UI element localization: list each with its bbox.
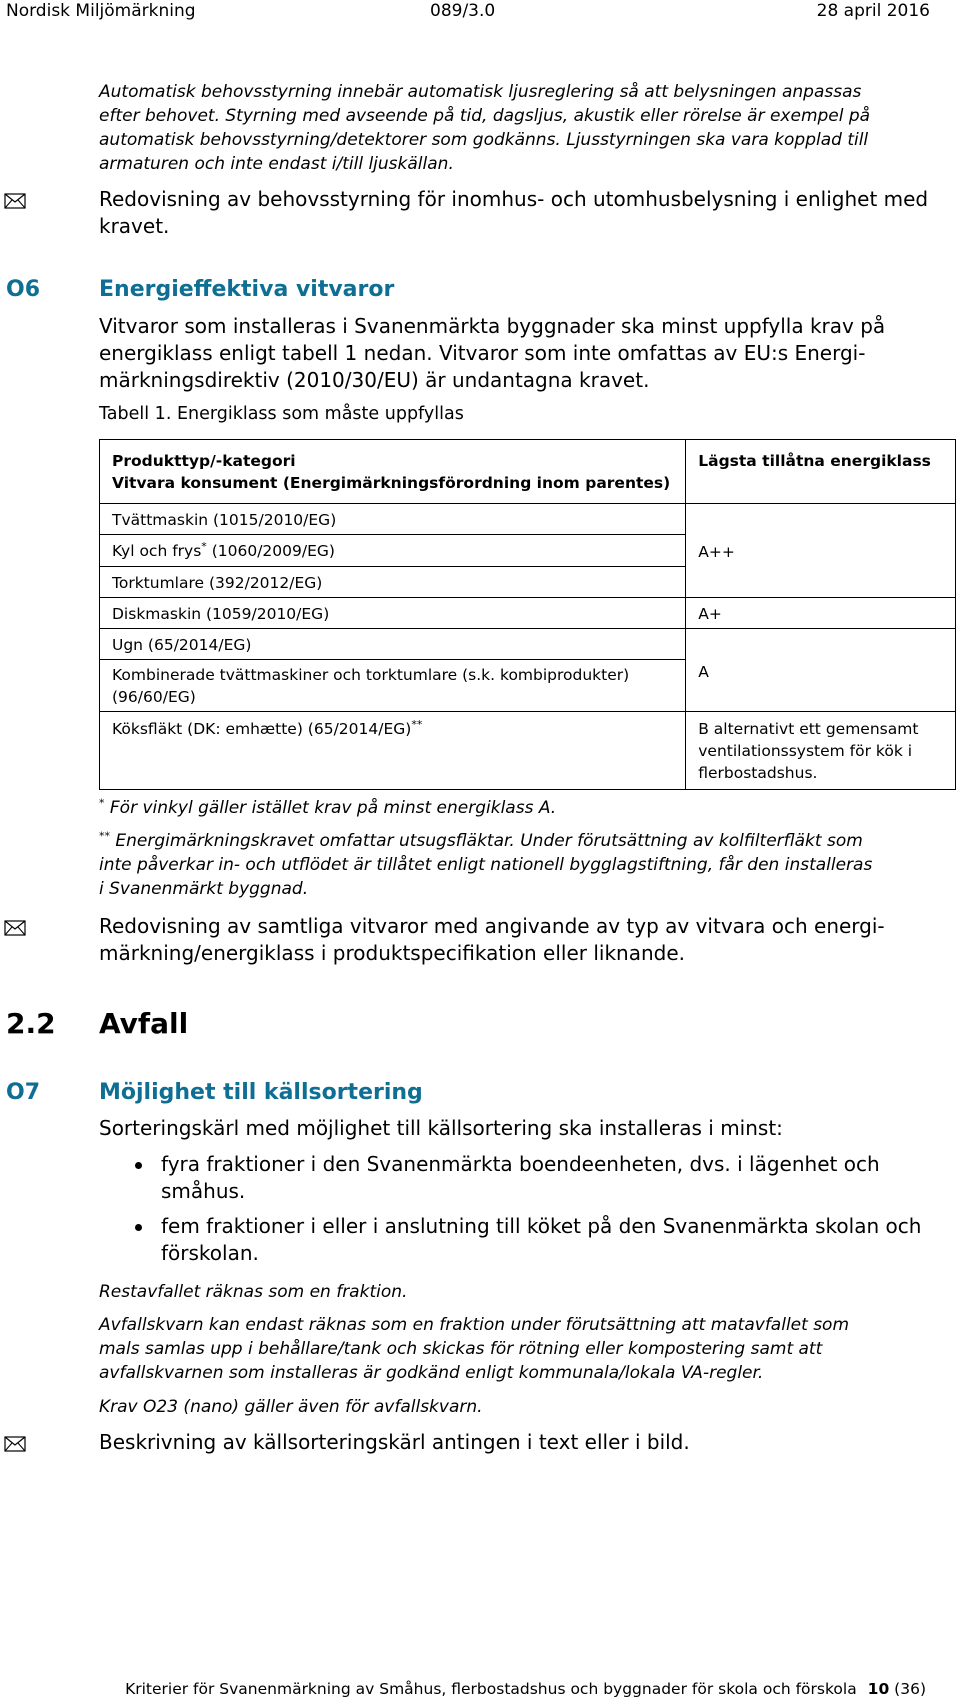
bullet-line: fem fraktioner i eller i anslutning till köket på den Svanenmärkta skolan och [161,1214,922,1238]
footer [125,1678,926,1700]
header-org: Nordisk Miljömärkning [6,1,196,21]
header-product-line1: Produkttyp/-kategori [112,452,296,470]
o6-line: Vitvaror som installeras i Svanenmärkta byggnader ska minst uppfylla krav på [99,314,886,338]
requirement-id-o6: O6 [6,277,41,302]
class-koksflakt-line2: ventilationssystem för kök i [698,742,913,760]
table-caption: Tabell 1. Energiklass som måste uppfyllas [99,404,464,424]
envelope-icon [4,193,26,209]
intro-line: armaturen och inte endast i/till ljuskällan. [99,154,454,174]
envelope-icon [4,920,26,936]
doc-requirement-3: Beskrivning av källsorteringskärl antingen i text eller i bild. [99,1430,690,1454]
o7-intro: Sorteringskärl med möjlighet till källsortering ska installeras i minst: [99,1116,783,1140]
footnote-2-line [99,829,949,853]
footnote-1-text: För vinkyl gäller istället krav på minst energiklass A. [109,798,557,818]
header-product-line2: Vitvara konsument (Energimärkningsförordning inom parentes) [112,474,671,492]
product-diskmaskin: Diskmaskin (1059/2010/EG) [100,598,686,629]
class-group-1: A++ [686,504,956,598]
footer-page-number: 10 [867,1680,890,1698]
bullet-line: förskolan. [161,1241,259,1265]
bullet-line: fyra fraktioner i den Svanenmärkta boendeenheten, dvs. i lägenhet och [161,1152,880,1176]
doc-req-line: Redovisning av behovsstyrning för inomhus- och utomhusbelysning i enlighet med [99,187,929,211]
class-diskmaskin: A+ [686,598,956,629]
intro-line: automatisk behovsstyrning/detektorer som godkänns. Ljusstyrningen ska vara kopplad till [99,130,869,150]
table-header-class: Lägsta tillåtna energiklass [686,440,956,504]
header-date: 28 april 2016 [816,1,930,21]
intro-line: efter behovet. Styrning med avseende på tid, dagsljus, akustik eller rörelse är exempel på [99,106,871,126]
class-koksflakt [686,712,956,790]
bullet-icon [135,1224,142,1231]
o6-line: märkningsdirektiv (2010/30/EU) är undantagna kravet. [99,368,650,392]
o7-note-2-line: mals samlas upp i behållare/tank och skickas för rötning eller kompostering samt att [99,1339,823,1359]
o7-note-1: Restavfallet räknas som en fraktion. [99,1282,408,1302]
doc-req-line: Redovisning av samtliga vitvaror med angivande av typ av vitvara och energi- [99,914,885,938]
o7-note-2-line: Avfallskvarn kan endast räknas som en fraktion under förutsättning att matavfallet som [99,1315,850,1335]
requirement-id-o7: O7 [6,1080,41,1105]
product-tvattmaskin: Tvättmaskin (1015/2010/EG) [100,504,686,535]
list-item [99,1151,949,1205]
class-group-3: A [686,629,956,712]
product-kombinerade [100,660,686,712]
product-kyl-footnote-mark: * [201,539,207,553]
product-ugn: Ugn (65/2014/EG) [100,629,686,660]
bullet-line: småhus. [161,1179,246,1203]
requirement-title-o6: Energieffektiva vitvaror [99,277,395,302]
footnote-2-line: i Svanenmärkt byggnad. [99,879,309,899]
table-header-product [100,440,686,504]
o7-note-3: Krav O23 (nano) gäller även för avfallskvarn. [99,1397,483,1417]
o7-note-2-line: avfallskvarnen som installeras är godkänd enligt kommunala/lokala VA-regler. [99,1363,764,1383]
bullet-icon [135,1162,142,1169]
table-row [100,598,956,629]
product-koksflakt-footnote-mark: ** [411,717,423,731]
product-koksflakt-name: Köksfläkt (DK: emhætte) (65/2014/EG) [112,720,412,738]
o6-line: energiklass enligt tabell 1 nedan. Vitvaror som inte omfattas av EU:s Energi- [99,341,866,365]
o6-paragraph [99,313,949,394]
o7-bullet-list [99,1151,949,1275]
list-item [99,1213,949,1267]
table-header-row [100,440,956,504]
table-row [100,712,956,790]
o7-note-2 [99,1313,949,1385]
table-row [100,629,956,660]
footnote-2-text: Energimärkningskravet omfattar utsugsfläktar. Under förutsättning av kolfilterfläkt som [115,831,863,851]
envelope-icon [4,1436,26,1452]
footnote-2-mark: ** [99,829,110,843]
requirement-title-o7: Möjlighet till källsortering [99,1080,423,1105]
header-doc-version: 089/3.0 [430,1,496,21]
doc-req-line: märkning/energiklass i produktspecifikation eller liknande. [99,941,685,965]
footnote-2-line: inte påverkar in- och utflödet är tillåtet enligt nationell bygglagstiftning, får den installeras [99,855,873,875]
footnote-1-mark: * [99,796,105,810]
footnote-1 [99,796,949,820]
energy-class-table [99,439,956,790]
footnote-2 [99,829,949,901]
product-kombinerade-line1: Kombinerade tvättmaskiner och torktumlare (s.k. kombiprodukter) [112,666,630,684]
product-kombinerade-line2: (96/60/EG) [112,688,196,706]
section-title: Avfall [99,1007,189,1040]
class-koksflakt-line3: flerbostadshus. [698,764,818,782]
intro-line: Automatisk behovsstyrning innebär automatisk ljusreglering så att belysningen anpassas [99,82,862,102]
class-koksflakt-line1: B alternativt ett gemensamt [698,720,919,738]
product-torktumlare: Torktumlare (392/2012/EG) [100,567,686,598]
footer-text: Kriterier för Svanenmärkning av Småhus, flerbostadshus och byggnader för skola och förskola [125,1680,857,1698]
product-koksflakt [100,712,686,790]
doc-requirement-2 [99,913,949,967]
product-kyl-frys [100,535,686,567]
section-number: 2.2 [6,1007,56,1040]
product-kyl-regulation: (1060/2009/EG) [206,542,335,560]
product-kyl-name: Kyl och frys [112,542,202,560]
doc-req-line: kravet. [99,214,170,238]
intro-paragraph [99,80,949,176]
footer-page-total: (36) [894,1680,926,1698]
doc-requirement-1 [99,186,949,240]
table-row [100,504,956,535]
